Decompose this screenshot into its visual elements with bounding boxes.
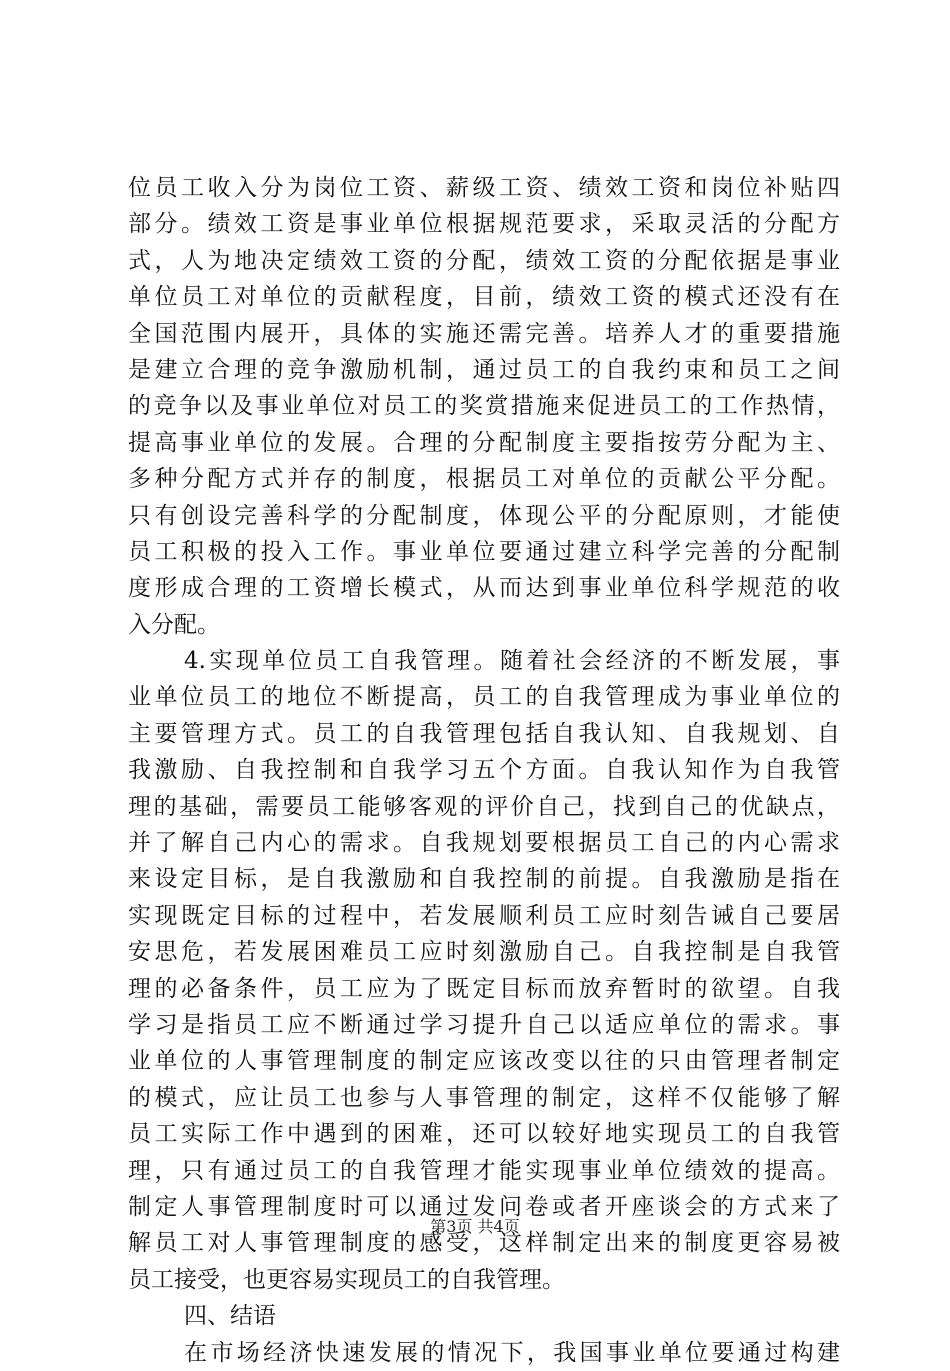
page-number: 第3页 共4页 [430, 1217, 520, 1236]
text-line: 学习是指员工应不断通过学习提升自己以适应单位的需求。事 [128, 1011, 840, 1038]
text-line: 多种分配方式并存的制度，根据员工对单位的贡献公平分配。 [128, 466, 840, 493]
text-line: 单位员工对单位的贡献程度，目前，绩效工资的模式还没有在 [128, 284, 840, 311]
text-line: 员工积极的投入工作。事业单位要通过建立科学完善的分配制 [128, 538, 840, 565]
text-line: 来设定目标，是自我激励和自我控制的前提。自我激励是指在 [128, 866, 840, 893]
text-line: 在市场经济快速发展的情况下，我国事业单位要通过构建 [184, 1339, 840, 1366]
text-line: 部分。绩效工资是事业单位根据规范要求，采取灵活的分配方 [128, 211, 840, 238]
text-line: 全国范围内展开，具体的实施还需完善。培养人才的重要措施 [128, 320, 840, 347]
text-line: 度形成合理的工资增长模式，从而达到事业单位科学规范的收 [128, 575, 840, 602]
text-line: 入分配。 [128, 611, 220, 638]
text-line: 是建立合理的竞争激励机制，通过员工的自我约束和员工之间 [128, 356, 840, 383]
text-line: 员工接受，也更容易实现员工的自我管理。 [128, 1266, 565, 1293]
text-line: 我激励、自我控制和自我学习五个方面。自我认知作为自我管 [128, 757, 840, 784]
text-line: 式，人为地决定绩效工资的分配，绩效工资的分配依据是事业 [128, 247, 840, 274]
text-line: 提高事业单位的发展。合理的分配制度主要指按劳分配为主、 [128, 429, 840, 456]
text-line: 位员工收入分为岗位工资、薪级工资、绩效工资和岗位补贴四 [128, 175, 840, 201]
text-line: 理的必备条件，员工应为了既定目标而放弃暂时的欲望。自我 [128, 975, 840, 1002]
text-line: 并了解自己内心的需求。自我规划要根据员工自己的内心需求 [128, 830, 840, 857]
text-line: 业单位的人事管理制度的制定应该改变以往的只由管理者制定 [128, 1048, 840, 1075]
body-text [128, 170, 840, 1371]
section-heading: 四、结语 [184, 1303, 276, 1330]
text-line: 只有创设完善科学的分配制度，体现公平的分配原则，才能使 [128, 502, 840, 529]
text-line: 员工实际工作中遇到的困难，还可以较好地实现员工的自我管 [128, 1121, 840, 1148]
text-line: 4.实现单位员工自我管理。随着社会经济的不断发展，事 [184, 648, 840, 675]
text-line: 主要管理方式。员工的自我管理包括自我认知、自我规划、自 [128, 720, 840, 747]
text-line: 的竞争以及事业单位对员工的奖赏措施来促进员工的工作热情， [128, 393, 840, 420]
text-line: 理的基础，需要员工能够客观的评价自己，找到自己的优缺点， [128, 793, 840, 820]
text-line: 业单位员工的地位不断提高，员工的自我管理成为事业单位的 [128, 684, 840, 711]
text-line: 制定人事管理制度时可以通过发问卷或者开座谈会的方式来了 [128, 1193, 840, 1220]
text-line: 理，只有通过员工的自我管理才能实现事业单位绩效的提高。 [128, 1157, 840, 1184]
text-line: 解员工对人事管理制度的感受，这样制定出来的制度更容易被 [128, 1230, 840, 1257]
text-line: 实现既定目标的过程中，若发展顺利员工应时刻告诫自己要居 [128, 902, 840, 929]
text-line: 的模式，应让员工也参与人事管理的制定，这样不仅能够了解 [128, 1084, 840, 1111]
text-line: 安思危，若发展困难员工应时刻激励自己。自我控制是自我管 [128, 939, 840, 966]
